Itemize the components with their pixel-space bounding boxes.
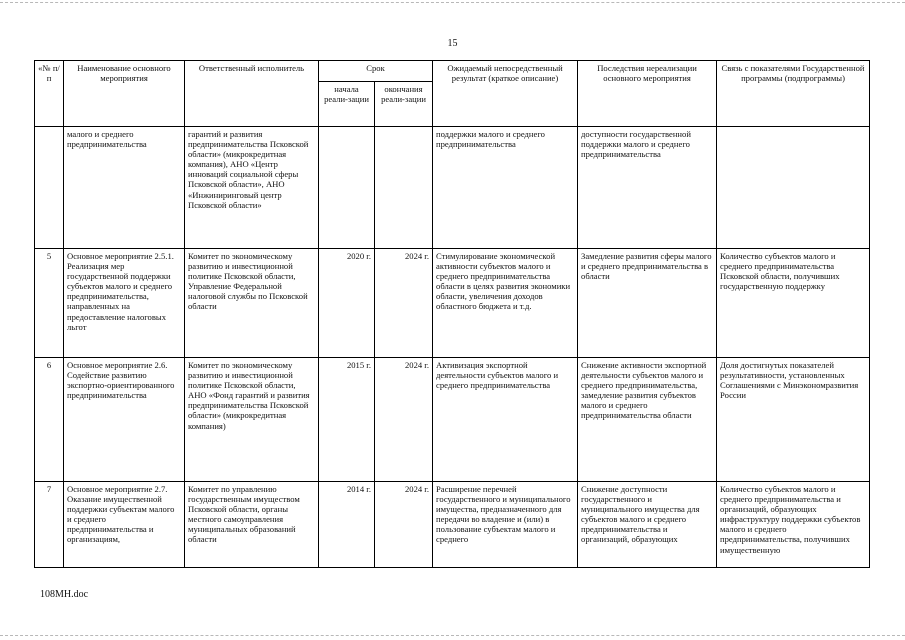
table-row — [35, 482, 870, 568]
term-end: 2024 г. — [375, 482, 433, 568]
header-expected-result: Ожидаемый непосредственный результат (краткое описание) — [433, 61, 578, 127]
header-consequences: Последствия нереализации основного мероприятия — [578, 61, 717, 127]
program-link: Доля достигнутых показателей результативности, установленных Соглашениями с Минэкономразвития России — [717, 358, 870, 482]
consequence: Замедление развития сферы малого и среднего предпринимательства в области — [578, 249, 717, 358]
consequence: Снижение доступности государственного и муниципального имущества для субъектов малого и среднего предпринимательства и организаций, образующих — [578, 482, 717, 568]
page-top-edge — [0, 2, 905, 3]
term-end: 2024 г. — [375, 358, 433, 482]
term-start: 2015 г. — [319, 358, 375, 482]
measure-name: Основное мероприятие 2.7. Оказание имущественной поддержки субъектам малого и среднего предпринимательства и организациям, — [64, 482, 185, 568]
header-term: Срок — [319, 61, 433, 82]
header-term-start: начала реали-зации — [319, 82, 375, 127]
row-number — [35, 127, 64, 249]
header-measure-name: Наименование основного мероприятия — [64, 61, 185, 127]
row-number: 7 — [35, 482, 64, 568]
row-number: 5 — [35, 249, 64, 358]
header-executor: Ответственный исполнитель — [185, 61, 319, 127]
header-term-end: окончания реали-зации — [375, 82, 433, 127]
program-link: Количество субъектов малого и среднего предпринимательства Псковской области, получивших государственную поддержку — [717, 249, 870, 358]
expected-result: Стимулирование экономической активности субъектов малого и среднего предпринимательства области в целях развития экономики области, увеличения доходов областного бюджета и т.д. — [433, 249, 578, 358]
term-start — [319, 127, 375, 249]
program-link — [717, 127, 870, 249]
expected-result: Активизация экспортной деятельности субъектов малого и среднего предпринимательства — [433, 358, 578, 482]
term-end: 2024 г. — [375, 249, 433, 358]
table-header-row — [35, 61, 870, 82]
measure-name: Основное мероприятие 2.6. Содействие развитию экспортно-ориентированного предпринимательства — [64, 358, 185, 482]
term-end — [375, 127, 433, 249]
executor: Комитет по экономическому развитию и инвестиционной политике Псковской области, АНО «Фонд гарантий и развития предпринимательства Псковской области» (микрокредитная компания) — [185, 358, 319, 482]
table-row — [35, 249, 870, 358]
term-start: 2014 г. — [319, 482, 375, 568]
expected-result: поддержки малого и среднего предпринимательства — [433, 127, 578, 249]
term-start: 2020 г. — [319, 249, 375, 358]
measures-table — [34, 60, 870, 568]
table-row — [35, 127, 870, 249]
measure-name: малого и среднего предпринимательства — [64, 127, 185, 249]
executor: Комитет по управлению государственным имуществом Псковской области, органы местного самоуправления муниципальных образований области — [185, 482, 319, 568]
document-filename: 108МН.doc — [40, 589, 89, 600]
expected-result: Расширение перечней государственного и муниципального имущества, предназначенного для передачи во владение и (или) в пользование субъектам малого и среднего — [433, 482, 578, 568]
page-number: 15 — [447, 38, 458, 49]
measure-name: Основное мероприятие 2.5.1. Реализация мер государственной поддержки субъектов малого и среднего предпринимательства, направленных на предоставление налоговых льгот — [64, 249, 185, 358]
executor: гарантий и развития предпринимательства Псковской области» (микрокредитная компания), АНО «Центр инноваций социальной сферы Псковской области», АНО «Инжиниринговый центр Псковской области» — [185, 127, 319, 249]
program-link: Количество субъектов малого и среднего предпринимательства и организаций, образующих инфраструктуру поддержки субъектов малого и среднего предпринимательства, получивших имущественную — [717, 482, 870, 568]
header-number: «№ п/п — [35, 61, 64, 127]
page-bottom-edge — [0, 635, 905, 636]
row-number: 6 — [35, 358, 64, 482]
consequence: Снижение активности экспортной деятельности субъектов малого и среднего предпринимательства, замедление развития субъектов малого и среднего предпринимательства области — [578, 358, 717, 482]
header-program-link: Связь с показателями Государственной программы (подпрограммы) — [717, 61, 870, 127]
table-row — [35, 358, 870, 482]
executor: Комитет по экономическому развитию и инвестиционной политике Псковской области, Управление Федеральной налоговой службы по Псковской области — [185, 249, 319, 358]
consequence: доступности государственной поддержки малого и среднего предпринимательства — [578, 127, 717, 249]
